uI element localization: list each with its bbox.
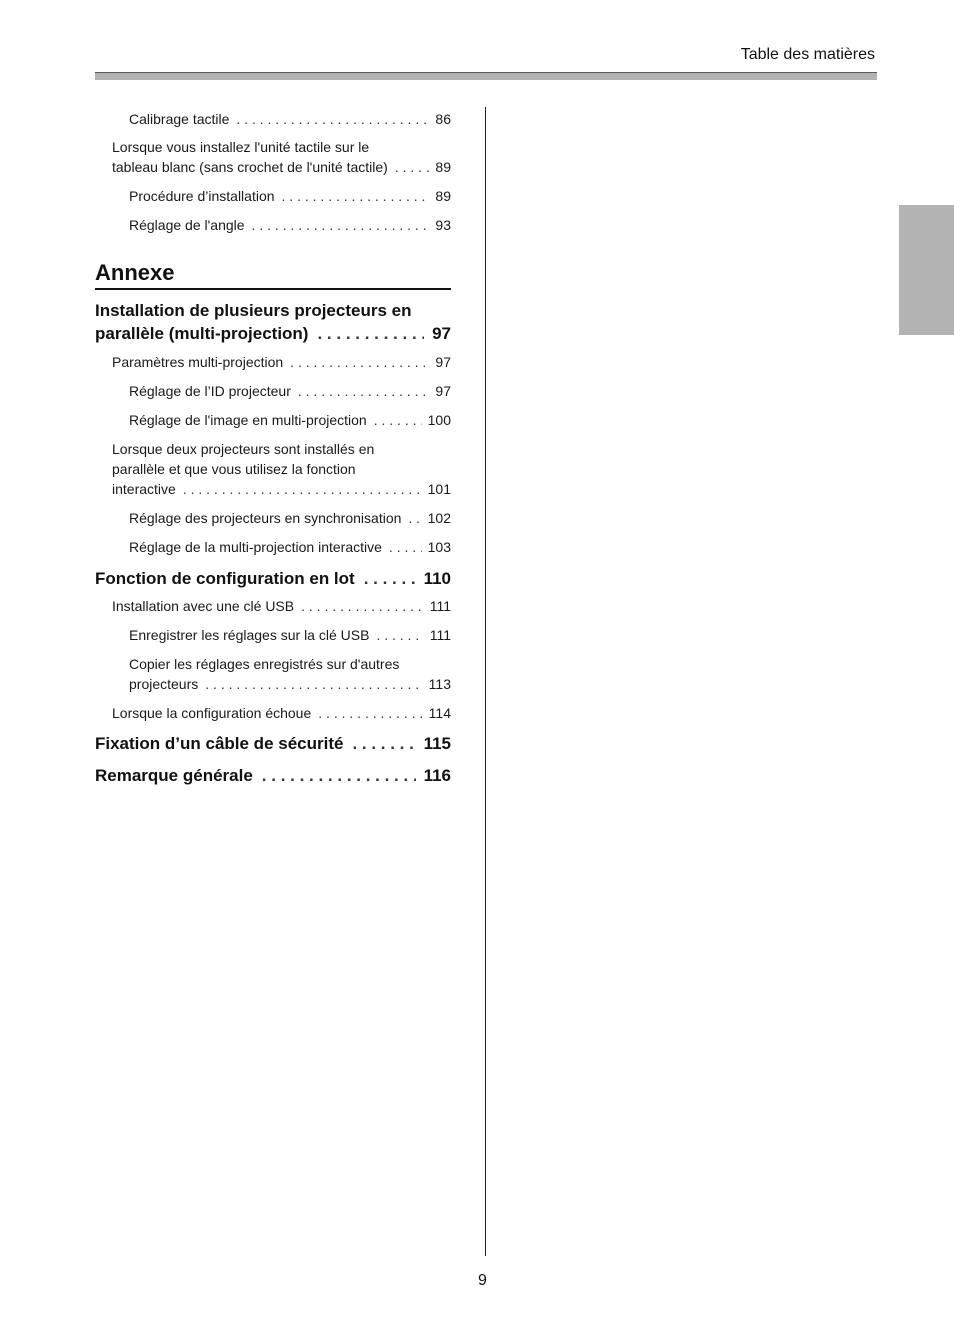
side-tab xyxy=(899,205,954,335)
toc-dot-leader xyxy=(205,674,422,694)
toc-dot-leader xyxy=(290,352,429,372)
toc-dot-leader xyxy=(318,703,422,723)
toc-entry-label: projecteurs xyxy=(129,676,199,692)
toc-entry-label: Réglage des projecteurs en synchronisation xyxy=(129,510,402,526)
toc-page-number: 111 xyxy=(429,598,451,614)
table-of-contents xyxy=(95,107,451,787)
toc-entry xyxy=(95,299,451,345)
toc-entry-label: Réglage de l’ID projecteur xyxy=(129,383,291,399)
toc-entry xyxy=(95,654,451,694)
toc-page-number: 114 xyxy=(428,705,451,721)
toc-entry-label: parallèle et que vous utilisez la fonction xyxy=(112,461,356,477)
toc-dot-leader xyxy=(183,479,422,499)
toc-dot-leader xyxy=(252,215,430,235)
toc-entry-label: Lorsque deux projecteurs sont installés en xyxy=(112,441,375,457)
header-title: Table des matières xyxy=(740,46,875,63)
toc-dot-leader xyxy=(376,625,423,645)
toc-entry xyxy=(95,508,451,528)
toc-entry xyxy=(95,137,451,177)
toc-dot-leader xyxy=(236,109,429,129)
toc-entry xyxy=(95,764,451,787)
toc-page-number: 89 xyxy=(435,188,451,204)
toc-entry xyxy=(95,732,451,755)
toc-entry-label: Installation de plusieurs projecteurs en xyxy=(95,301,412,320)
toc-dot-leader xyxy=(364,567,416,590)
toc-dot-leader xyxy=(389,537,422,557)
toc-entry xyxy=(95,410,451,430)
toc-entry xyxy=(95,703,451,723)
toc-dot-leader xyxy=(408,508,421,528)
toc-page-number: 97 xyxy=(435,383,451,399)
toc-dot-leader xyxy=(282,186,430,206)
toc-page-number: 116 xyxy=(423,766,451,785)
toc-top-list xyxy=(95,109,451,235)
toc-page-number: 93 xyxy=(435,217,451,233)
toc-page-number: 115 xyxy=(423,734,451,753)
toc-page-number: 89 xyxy=(435,159,451,175)
toc-entry xyxy=(95,625,451,645)
toc-page-number: 111 xyxy=(429,627,451,643)
toc-entry xyxy=(95,567,451,590)
toc-dot-leader xyxy=(317,322,424,345)
toc-page-number: 101 xyxy=(427,481,451,497)
toc-entry-label: Réglage de l'angle xyxy=(129,217,245,233)
toc-entry-label: Fonction de configuration en lot xyxy=(95,569,355,588)
toc-entry xyxy=(95,439,451,499)
toc-entry xyxy=(95,215,451,235)
toc-page-number: 103 xyxy=(427,539,451,555)
toc-entry-label: Lorsque vous installez l'unité tactile sur le xyxy=(112,139,370,155)
toc-page-number: 102 xyxy=(427,510,451,526)
toc-entry xyxy=(95,186,451,206)
toc-entry xyxy=(95,109,451,129)
toc-entry-label: tableau blanc (sans crochet de l'unité tactile) xyxy=(112,159,388,175)
toc-entry-label: Lorsque la configuration échoue xyxy=(112,705,312,721)
toc-page-number: 86 xyxy=(435,111,451,127)
toc-entry-label: interactive xyxy=(112,481,176,497)
toc-entry xyxy=(95,352,451,372)
toc-dot-leader xyxy=(395,157,430,177)
section-title-annexe: Annexe xyxy=(95,259,451,290)
toc-dot-leader xyxy=(374,410,422,430)
toc-entry-label: Calibrage tactile xyxy=(129,111,230,127)
toc-annexe-list xyxy=(95,299,451,787)
toc-dot-leader xyxy=(298,381,430,401)
toc-entry-label: Paramètres multi-projection xyxy=(112,354,284,370)
toc-dot-leader xyxy=(262,764,416,787)
toc-entry xyxy=(95,596,451,616)
toc-entry xyxy=(95,381,451,401)
toc-page-number: 113 xyxy=(428,676,451,692)
toc-entry-label: Fixation d’un câble de sécurité xyxy=(95,734,344,753)
toc-dot-leader xyxy=(301,596,424,616)
toc-dot-leader xyxy=(352,732,415,755)
toc-page-number: 100 xyxy=(427,412,451,428)
page-number: 9 xyxy=(478,1272,487,1289)
toc-entry-label: Réglage de l'image en multi-projection xyxy=(129,412,367,428)
header-rule xyxy=(95,72,877,80)
toc-entry-label: Procédure d’installation xyxy=(129,188,275,204)
toc-entry xyxy=(95,537,451,557)
toc-entry-label: Installation avec une clé USB xyxy=(112,598,295,614)
column-divider xyxy=(485,107,486,1256)
toc-page-number: 110 xyxy=(423,569,451,588)
toc-entry-label: parallèle (multi-projection) xyxy=(95,324,309,343)
toc-page-number: 97 xyxy=(435,354,451,370)
toc-page-number: 97 xyxy=(432,324,451,343)
toc-entry-label: Copier les réglages enregistrés sur d'autres xyxy=(129,656,400,672)
toc-entry-label: Réglage de la multi-projection interactive xyxy=(129,539,382,555)
toc-entry-label: Enregistrer les réglages sur la clé USB xyxy=(129,627,370,643)
toc-entry-label: Remarque générale xyxy=(95,766,253,785)
